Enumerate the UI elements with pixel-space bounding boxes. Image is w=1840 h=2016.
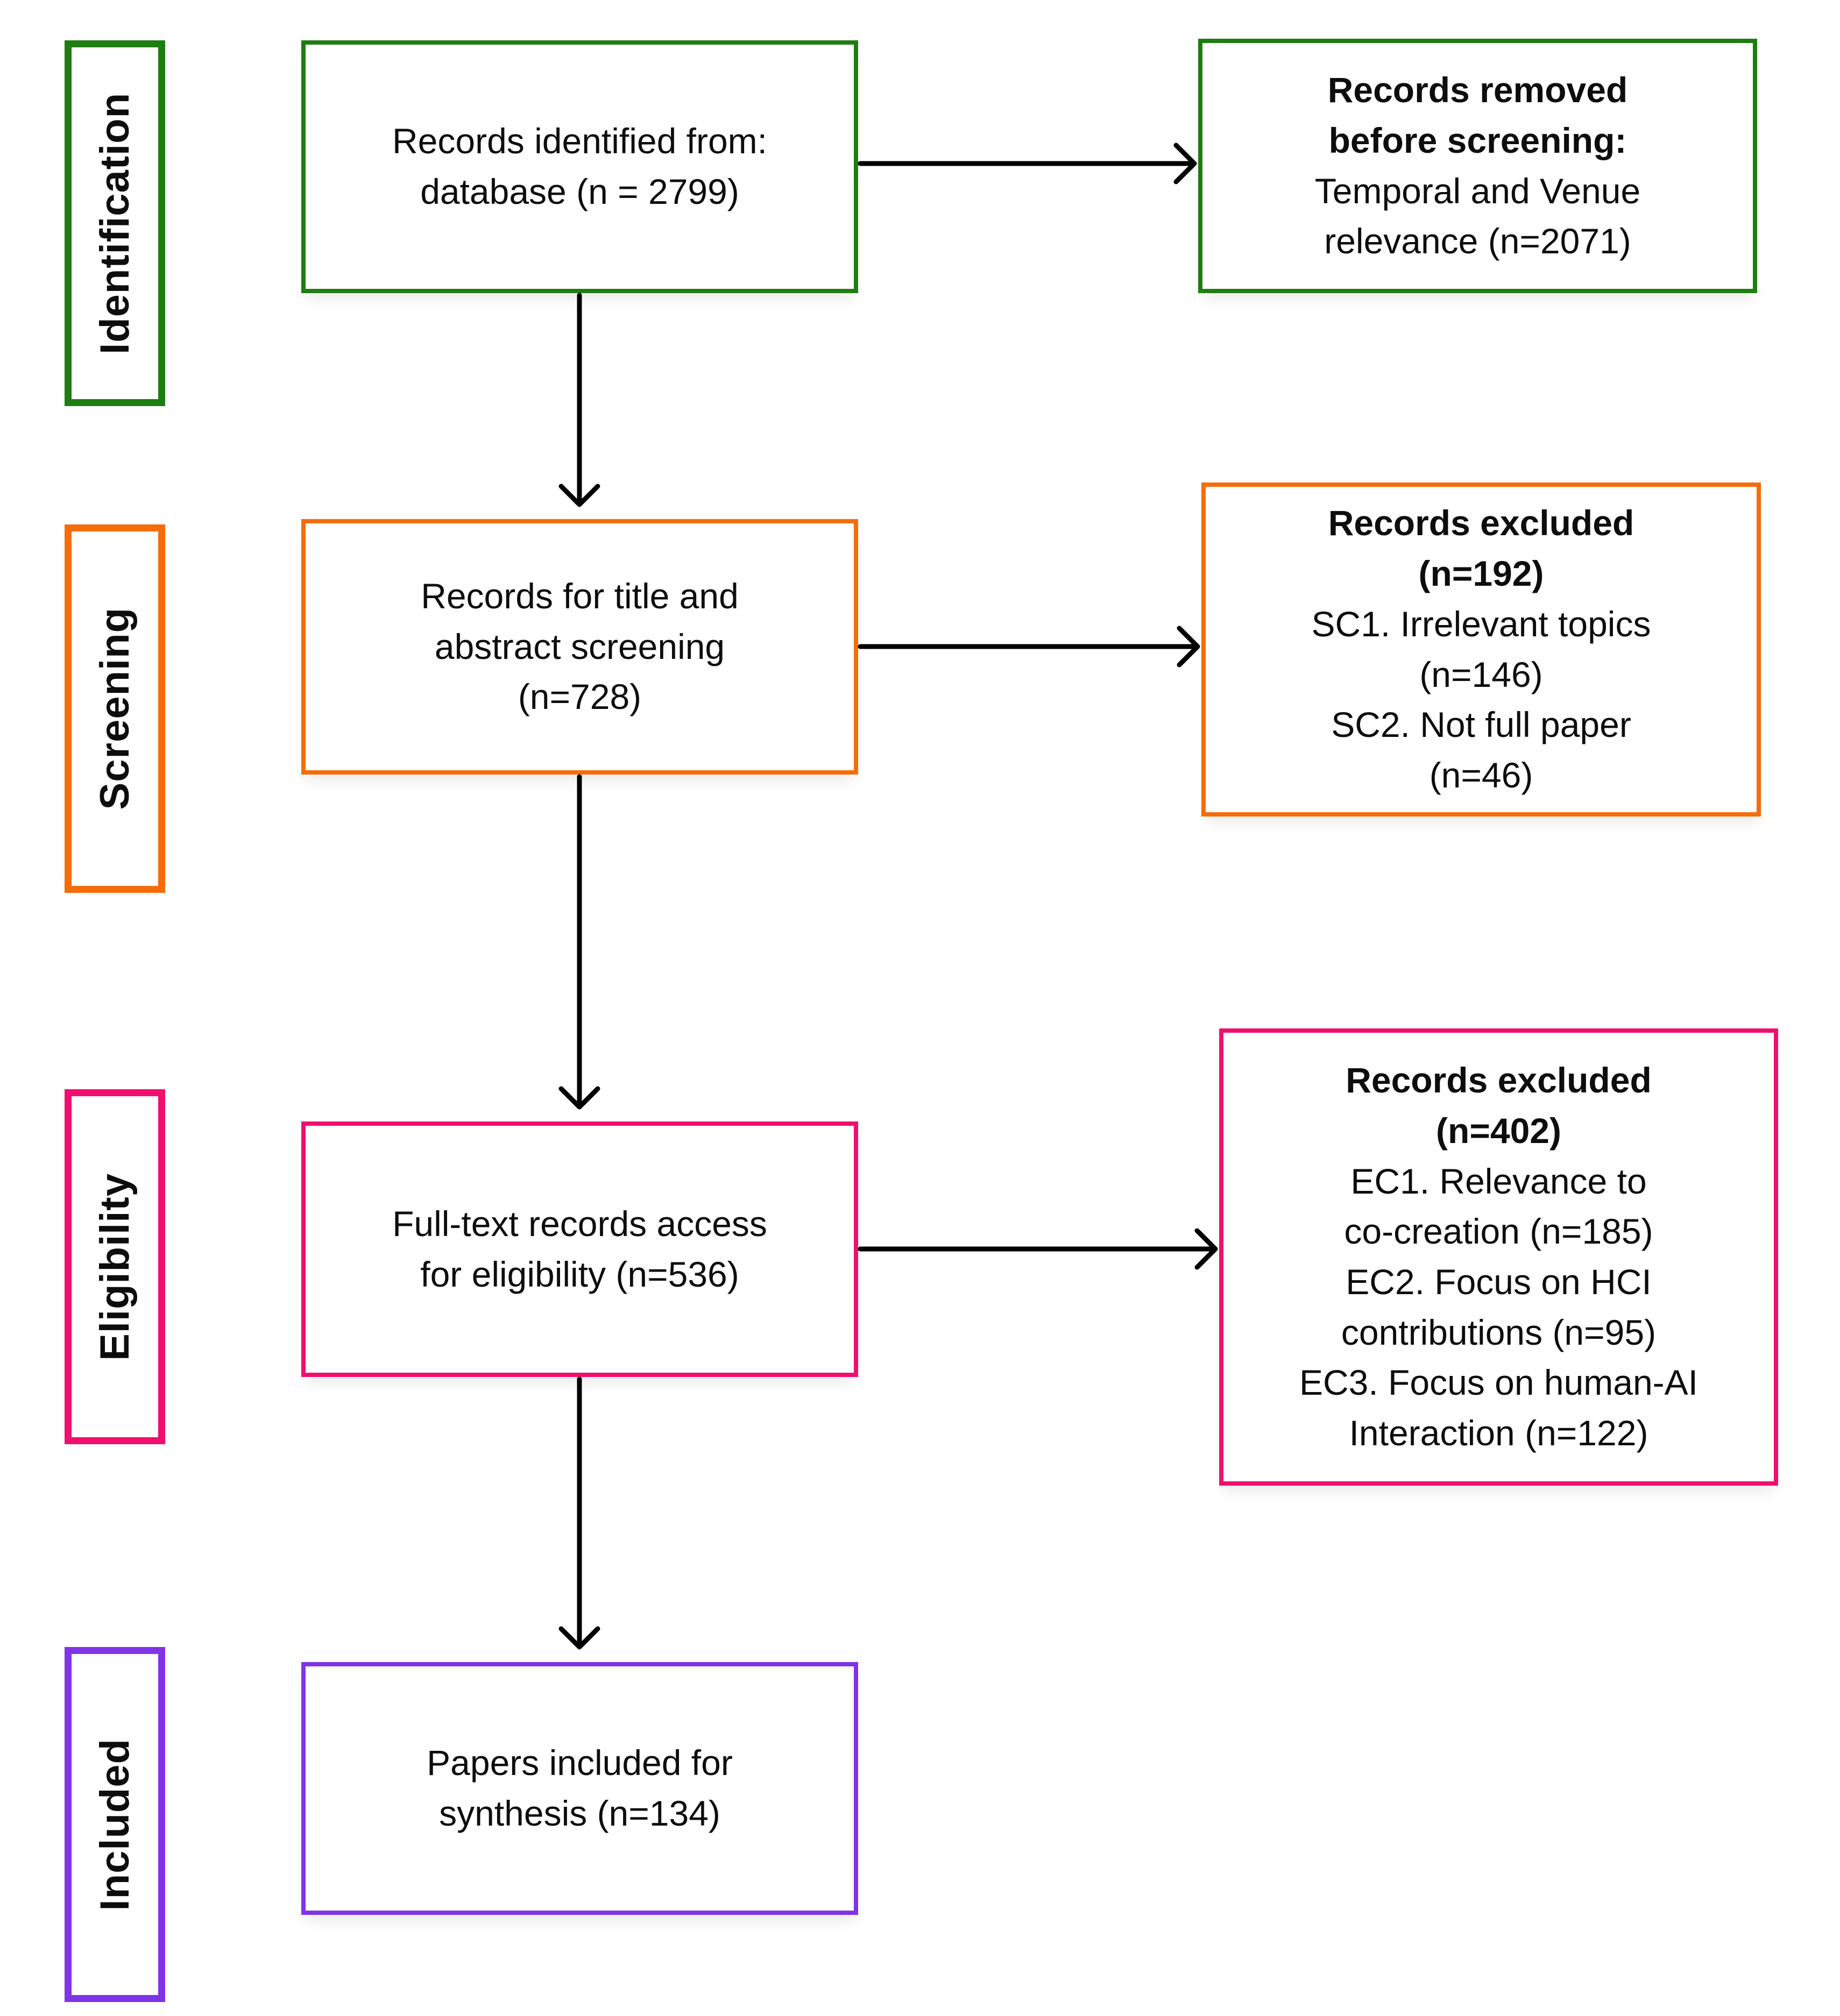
box-included-papers bbox=[301, 1662, 858, 1915]
box-line-bold: before screening: bbox=[1328, 120, 1627, 160]
box-title-abstract-screening bbox=[301, 519, 858, 775]
box-line-bold: Records excluded bbox=[1328, 503, 1634, 543]
box-line: Interaction (n=122) bbox=[1349, 1413, 1648, 1453]
box-line: database (n = 2799) bbox=[420, 172, 739, 211]
arrow-screening-to-excluded bbox=[860, 628, 1198, 665]
box-line: abstract screening bbox=[434, 626, 725, 666]
box-line: Papers included for bbox=[427, 1743, 733, 1783]
box-line: for eligibility (n=536) bbox=[420, 1254, 739, 1294]
box-line: Full-text records access bbox=[392, 1203, 767, 1244]
box-line: (n=146) bbox=[1419, 654, 1543, 694]
box-records-identified bbox=[301, 40, 858, 293]
stage-label-screening-text: Screening bbox=[92, 607, 138, 810]
box-line-bold: (n=192) bbox=[1418, 553, 1544, 594]
box-records-excluded-screening bbox=[1201, 482, 1761, 817]
box-line: EC1. Relevance to bbox=[1350, 1161, 1647, 1201]
stage-label-included bbox=[65, 1647, 165, 2002]
box-line: EC2. Focus on HCI bbox=[1346, 1262, 1652, 1302]
box-line: synthesis (n=134) bbox=[439, 1793, 720, 1833]
box-line: SC1. Irrelevant topics bbox=[1311, 604, 1651, 644]
box-line: (n=46) bbox=[1429, 755, 1533, 795]
box-line: (n=728) bbox=[518, 677, 642, 717]
stage-label-eligibility-text: Eligibility bbox=[92, 1173, 138, 1361]
box-line-bold: Records removed bbox=[1327, 70, 1628, 110]
arrow-eligibility-to-excluded bbox=[860, 1231, 1215, 1267]
box-line-bold: (n=402) bbox=[1436, 1110, 1561, 1151]
box-line: SC2. Not full paper bbox=[1331, 705, 1631, 745]
arrow-identified-to-screening bbox=[561, 295, 598, 505]
stage-label-identification bbox=[65, 40, 165, 406]
box-records-excluded-eligibility bbox=[1219, 1028, 1778, 1486]
box-records-removed-before-screening bbox=[1198, 39, 1757, 293]
box-line: Records identified from: bbox=[392, 121, 767, 161]
stage-label-identification-text: Identification bbox=[92, 92, 138, 354]
arrow-identified-to-removed bbox=[860, 145, 1194, 182]
box-line: Records for title and bbox=[421, 576, 739, 616]
stage-label-screening bbox=[65, 524, 165, 893]
box-line: co-creation (n=185) bbox=[1344, 1211, 1653, 1252]
arrow-eligibility-to-included bbox=[561, 1379, 598, 1647]
box-line: contributions (n=95) bbox=[1341, 1312, 1657, 1352]
box-line: Temporal and Venue bbox=[1314, 171, 1641, 211]
box-line: relevance (n=2071) bbox=[1324, 221, 1631, 261]
arrow-screening-to-eligibility bbox=[561, 777, 598, 1107]
box-line-bold: Records excluded bbox=[1346, 1060, 1652, 1101]
box-line: EC3. Focus on human-AI bbox=[1299, 1362, 1699, 1403]
box-fulltext-eligibility bbox=[301, 1121, 858, 1377]
stage-label-included-text: Included bbox=[92, 1738, 138, 1911]
stage-label-eligibility bbox=[65, 1089, 165, 1444]
